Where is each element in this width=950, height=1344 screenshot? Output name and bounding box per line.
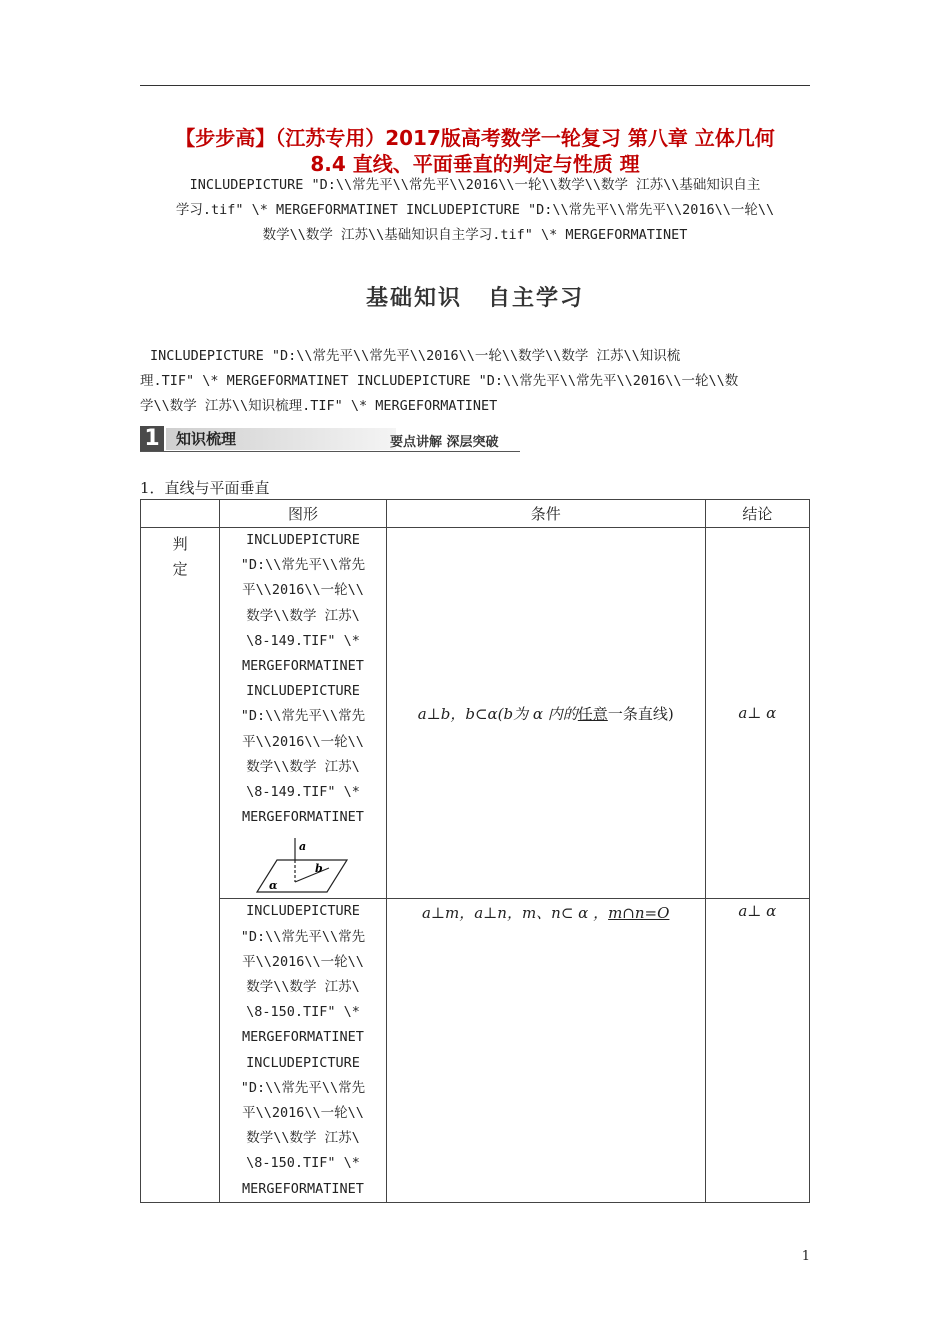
page-number: 1 xyxy=(801,1249,810,1264)
section-heading-right: 自主学习 xyxy=(488,286,585,311)
figure-text: "D:\\常先平\\常先 xyxy=(240,1079,366,1096)
conclusion-cell xyxy=(705,528,809,899)
knowledge-banner xyxy=(140,426,520,452)
include-line: 理.TIF" \* MERGEFORMATINET INCLUDEPICTURE "D:\\常先平\\常先平\\2016\\一轮\\数 xyxy=(140,373,739,389)
conclusion-text: a⊥ α xyxy=(738,704,777,723)
figure-text: MERGEFORMATINET xyxy=(242,658,364,675)
figure-text: MERGEFORMATINET xyxy=(242,809,364,826)
figure-text: \8-149.TIF" \* xyxy=(246,784,360,801)
document-subtitle: 8.4 直线、平面垂直的判定与性质 理 xyxy=(310,152,640,176)
include-line: 学习.tif" \* MERGEFORMATINET INCLUDEPICTURE "D:\\常先平\\常先平\\2016\\一轮\\ xyxy=(175,202,775,218)
section-heading-left: 基础知识 xyxy=(365,286,462,311)
figure-text: 平\\2016\\一轮\\ xyxy=(242,733,364,750)
label-alpha: α xyxy=(268,879,278,893)
conclusion-cell xyxy=(705,899,809,1202)
document-title: 【步步高】（江苏专用）2017版高考数学一轮复习 第八章 立体几何 xyxy=(175,126,775,150)
figure-text: 数学\\数学 江苏\ xyxy=(246,607,360,624)
conclusion-text: a⊥ α xyxy=(738,902,777,921)
category-char: 定 xyxy=(172,560,188,578)
header-figure: 图形 xyxy=(220,500,386,528)
figure-text: INCLUDEPICTURE xyxy=(246,683,360,700)
condition-text: a⊥b，b⊂α(b为 α 内的 xyxy=(417,704,578,723)
header-empty xyxy=(141,500,220,528)
figure-text: 平\\2016\\一轮\\ xyxy=(242,1105,364,1122)
figure-text: MERGEFORMATINET xyxy=(242,1180,364,1197)
figure-text: \8-150.TIF" \* xyxy=(246,1004,360,1021)
include-line: 学\\数学 江苏\\知识梳理.TIF" \* MERGEFORMATINET xyxy=(140,398,498,414)
section-heading xyxy=(140,281,810,312)
header-condition: 条件 xyxy=(386,500,705,528)
condition-text: a⊥m，a⊥n，m、n⊂ α ， xyxy=(421,904,609,923)
figure-text: MERGEFORMATINET xyxy=(242,1029,364,1046)
figure-text: INCLUDEPICTURE xyxy=(246,532,360,548)
banner-subtitle: 要点讲解 深层突破 xyxy=(390,435,499,450)
category-char: 判 xyxy=(172,535,188,553)
figure-cell xyxy=(220,899,386,1202)
table-row xyxy=(141,528,810,899)
figure-text: "D:\\常先平\\常先 xyxy=(240,708,366,725)
include-field-block-1 xyxy=(140,173,810,248)
line-b xyxy=(295,868,329,882)
figure-text: INCLUDEPICTURE xyxy=(246,903,360,920)
figure-text: 平\\2016\\一轮\\ xyxy=(242,582,364,599)
condition-underlined: 任意 xyxy=(577,704,608,723)
include-line: 数学\\数学 江苏\\基础知识自主学习.tif" \* MERGEFORMATINET xyxy=(262,227,688,243)
table-row xyxy=(141,899,810,1202)
include-field-block-2 xyxy=(140,344,810,419)
figure-text: \8-150.TIF" \* xyxy=(246,1155,360,1172)
label-a: a xyxy=(298,840,307,854)
condition-text: 一条直线) xyxy=(607,704,674,723)
figure-text: 数学\\数学 江苏\ xyxy=(246,979,360,996)
figure-text: 数学\\数学 江苏\ xyxy=(246,758,360,775)
category-cell xyxy=(141,528,220,1203)
figure-text: 平\\2016\\一轮\\ xyxy=(242,953,364,970)
figure-text: "D:\\常先平\\常先 xyxy=(240,928,366,945)
include-line: INCLUDEPICTURE "D:\\常先平\\常先平\\2016\\一轮\\数学\\数学 江苏\\知识梳 xyxy=(150,348,681,364)
label-b: b xyxy=(314,862,323,876)
include-line: INCLUDEPICTURE "D:\\常先平\\常先平\\2016\\一轮\\数学\\数学 江苏\\基础知识自主 xyxy=(189,177,761,193)
banner-number: 1 xyxy=(140,426,164,452)
header-conclusion: 结论 xyxy=(705,500,809,528)
condition-cell xyxy=(386,899,705,1202)
figure-cell xyxy=(220,528,386,899)
top-rule xyxy=(140,85,810,86)
banner-label: 知识梳理 xyxy=(166,428,396,450)
knowledge-table xyxy=(140,499,810,1203)
banner-underline xyxy=(140,451,520,452)
subheading: 1．直线与平面垂直 xyxy=(140,479,270,497)
figure-text: "D:\\常先平\\常先 xyxy=(240,557,366,574)
figure-text: 数学\\数学 江苏\ xyxy=(246,1130,360,1147)
condition-underlined: m∩n=O xyxy=(608,904,670,923)
condition-cell xyxy=(386,528,705,899)
figure-text: \8-149.TIF" \* xyxy=(246,632,360,649)
figure-text: INCLUDEPICTURE xyxy=(246,1054,360,1071)
table-header-row xyxy=(141,500,810,528)
line-plane-figure xyxy=(255,836,351,898)
